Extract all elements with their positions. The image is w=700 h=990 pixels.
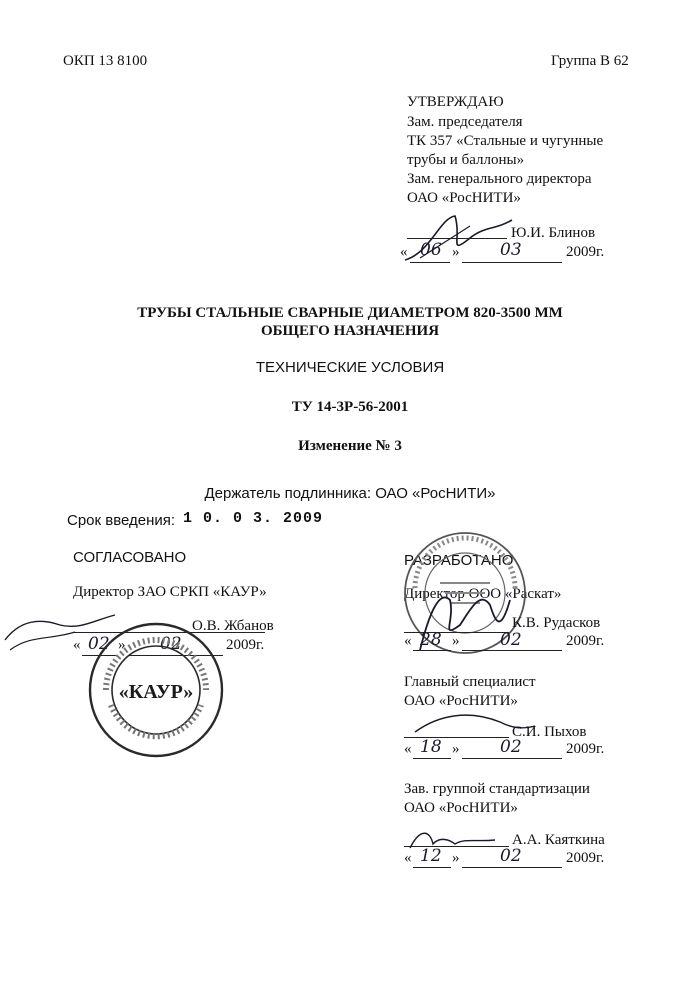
agreed-quote-close: » — [118, 637, 126, 653]
agreed-position: Директор ЗАО СРКП «КАУР» — [73, 584, 267, 600]
intro-date: 1 0. 0 3. 2009 — [183, 510, 324, 527]
approval-signer: Ю.И. Блинов — [511, 225, 596, 241]
intro-label: Срок введения: — [67, 512, 176, 529]
kaur-stamp — [86, 620, 226, 760]
approval-line: трубы и баллоны» — [407, 152, 525, 168]
standards-position-line2: ОАО «РосНИТИ» — [404, 800, 518, 816]
developed-quote-open: « — [404, 633, 412, 649]
standards-quote-close: » — [452, 850, 460, 866]
standards-year: 2009г. — [566, 850, 605, 866]
approval-line: Зам. председателя — [407, 114, 523, 130]
standards-day: 12 — [420, 846, 442, 866]
stamp-center-text: «КАУР» — [118, 681, 194, 703]
approval-line: ТК 357 «Стальные и чугунные — [407, 133, 604, 149]
developed-quote-close: » — [452, 633, 460, 649]
approval-year: 2009г. — [566, 244, 605, 260]
standards-signer: А.А. Каяткина — [512, 832, 605, 848]
specialist-month-line — [462, 758, 562, 759]
specialist-signer: С.И. Пыхов — [512, 724, 587, 740]
approval-line: ОАО «РосНИТИ» — [407, 190, 521, 206]
approval-day: 06 — [420, 240, 442, 260]
document-title-line1: ТРУБЫ СТАЛЬНЫЕ СВАРНЫЕ ДИАМЕТРОМ 820-3500 ММ — [137, 305, 563, 321]
original-holder: Держатель подлинника: ОАО «РосНИТИ» — [204, 485, 496, 502]
approval-heading: УТВЕРЖДАЮ — [407, 94, 504, 110]
approval-month-line — [462, 262, 562, 263]
approval-quote-close: » — [452, 244, 460, 260]
specialist-position-line1: Главный специалист — [404, 674, 536, 690]
document-subtitle: ТЕХНИЧЕСКИЕ УСЛОВИЯ — [255, 359, 445, 376]
standards-month-line — [462, 867, 562, 868]
approval-month: 03 — [500, 240, 522, 260]
approval-line: Зам. генерального директора — [407, 171, 592, 187]
developed-month: 02 — [500, 630, 522, 650]
agreed-signer: О.В. Жбанов — [192, 618, 274, 634]
developed-month-line — [462, 650, 562, 651]
specialist-year: 2009г. — [566, 741, 605, 757]
specialist-position-line2: ОАО «РосНИТИ» — [404, 693, 518, 709]
standards-quote-open: « — [404, 850, 412, 866]
specialist-quote-open: « — [404, 741, 412, 757]
agreed-heading: СОГЛАСОВАНО — [73, 549, 187, 566]
developed-signer: К.В. Рудасков — [512, 615, 601, 631]
specialist-month: 02 — [500, 737, 522, 757]
standards-position-line1: Зав. группой стандартизации — [404, 781, 590, 797]
agreed-year: 2009г. — [226, 637, 265, 653]
agreed-day: 02 — [88, 634, 110, 654]
developed-day: 28 — [420, 630, 442, 650]
approval-day-line — [410, 262, 450, 263]
agreed-month: 02 — [160, 634, 182, 654]
developed-year: 2009г. — [566, 633, 605, 649]
developed-day-line — [413, 650, 451, 651]
approval-quote-open: « — [400, 244, 408, 260]
developed-heading: РАЗРАБОТАНО — [404, 552, 514, 569]
agreed-quote-open: « — [73, 637, 81, 653]
specialist-day-line — [413, 758, 451, 759]
specialist-day: 18 — [420, 737, 442, 757]
document-title-line2: ОБЩЕГО НАЗНАЧЕНИЯ — [260, 323, 440, 339]
group-code: Группа В 62 — [551, 53, 629, 69]
specialist-quote-close: » — [452, 741, 460, 757]
okp-code: ОКП 13 8100 — [63, 53, 148, 69]
spec-number: ТУ 14-3Р-56-2001 — [291, 399, 409, 415]
developed-position: Директор ООО «Раскат» — [404, 586, 562, 602]
standards-day-line — [413, 867, 451, 868]
standards-month: 02 — [500, 846, 522, 866]
change-number: Изменение № 3 — [298, 438, 402, 454]
